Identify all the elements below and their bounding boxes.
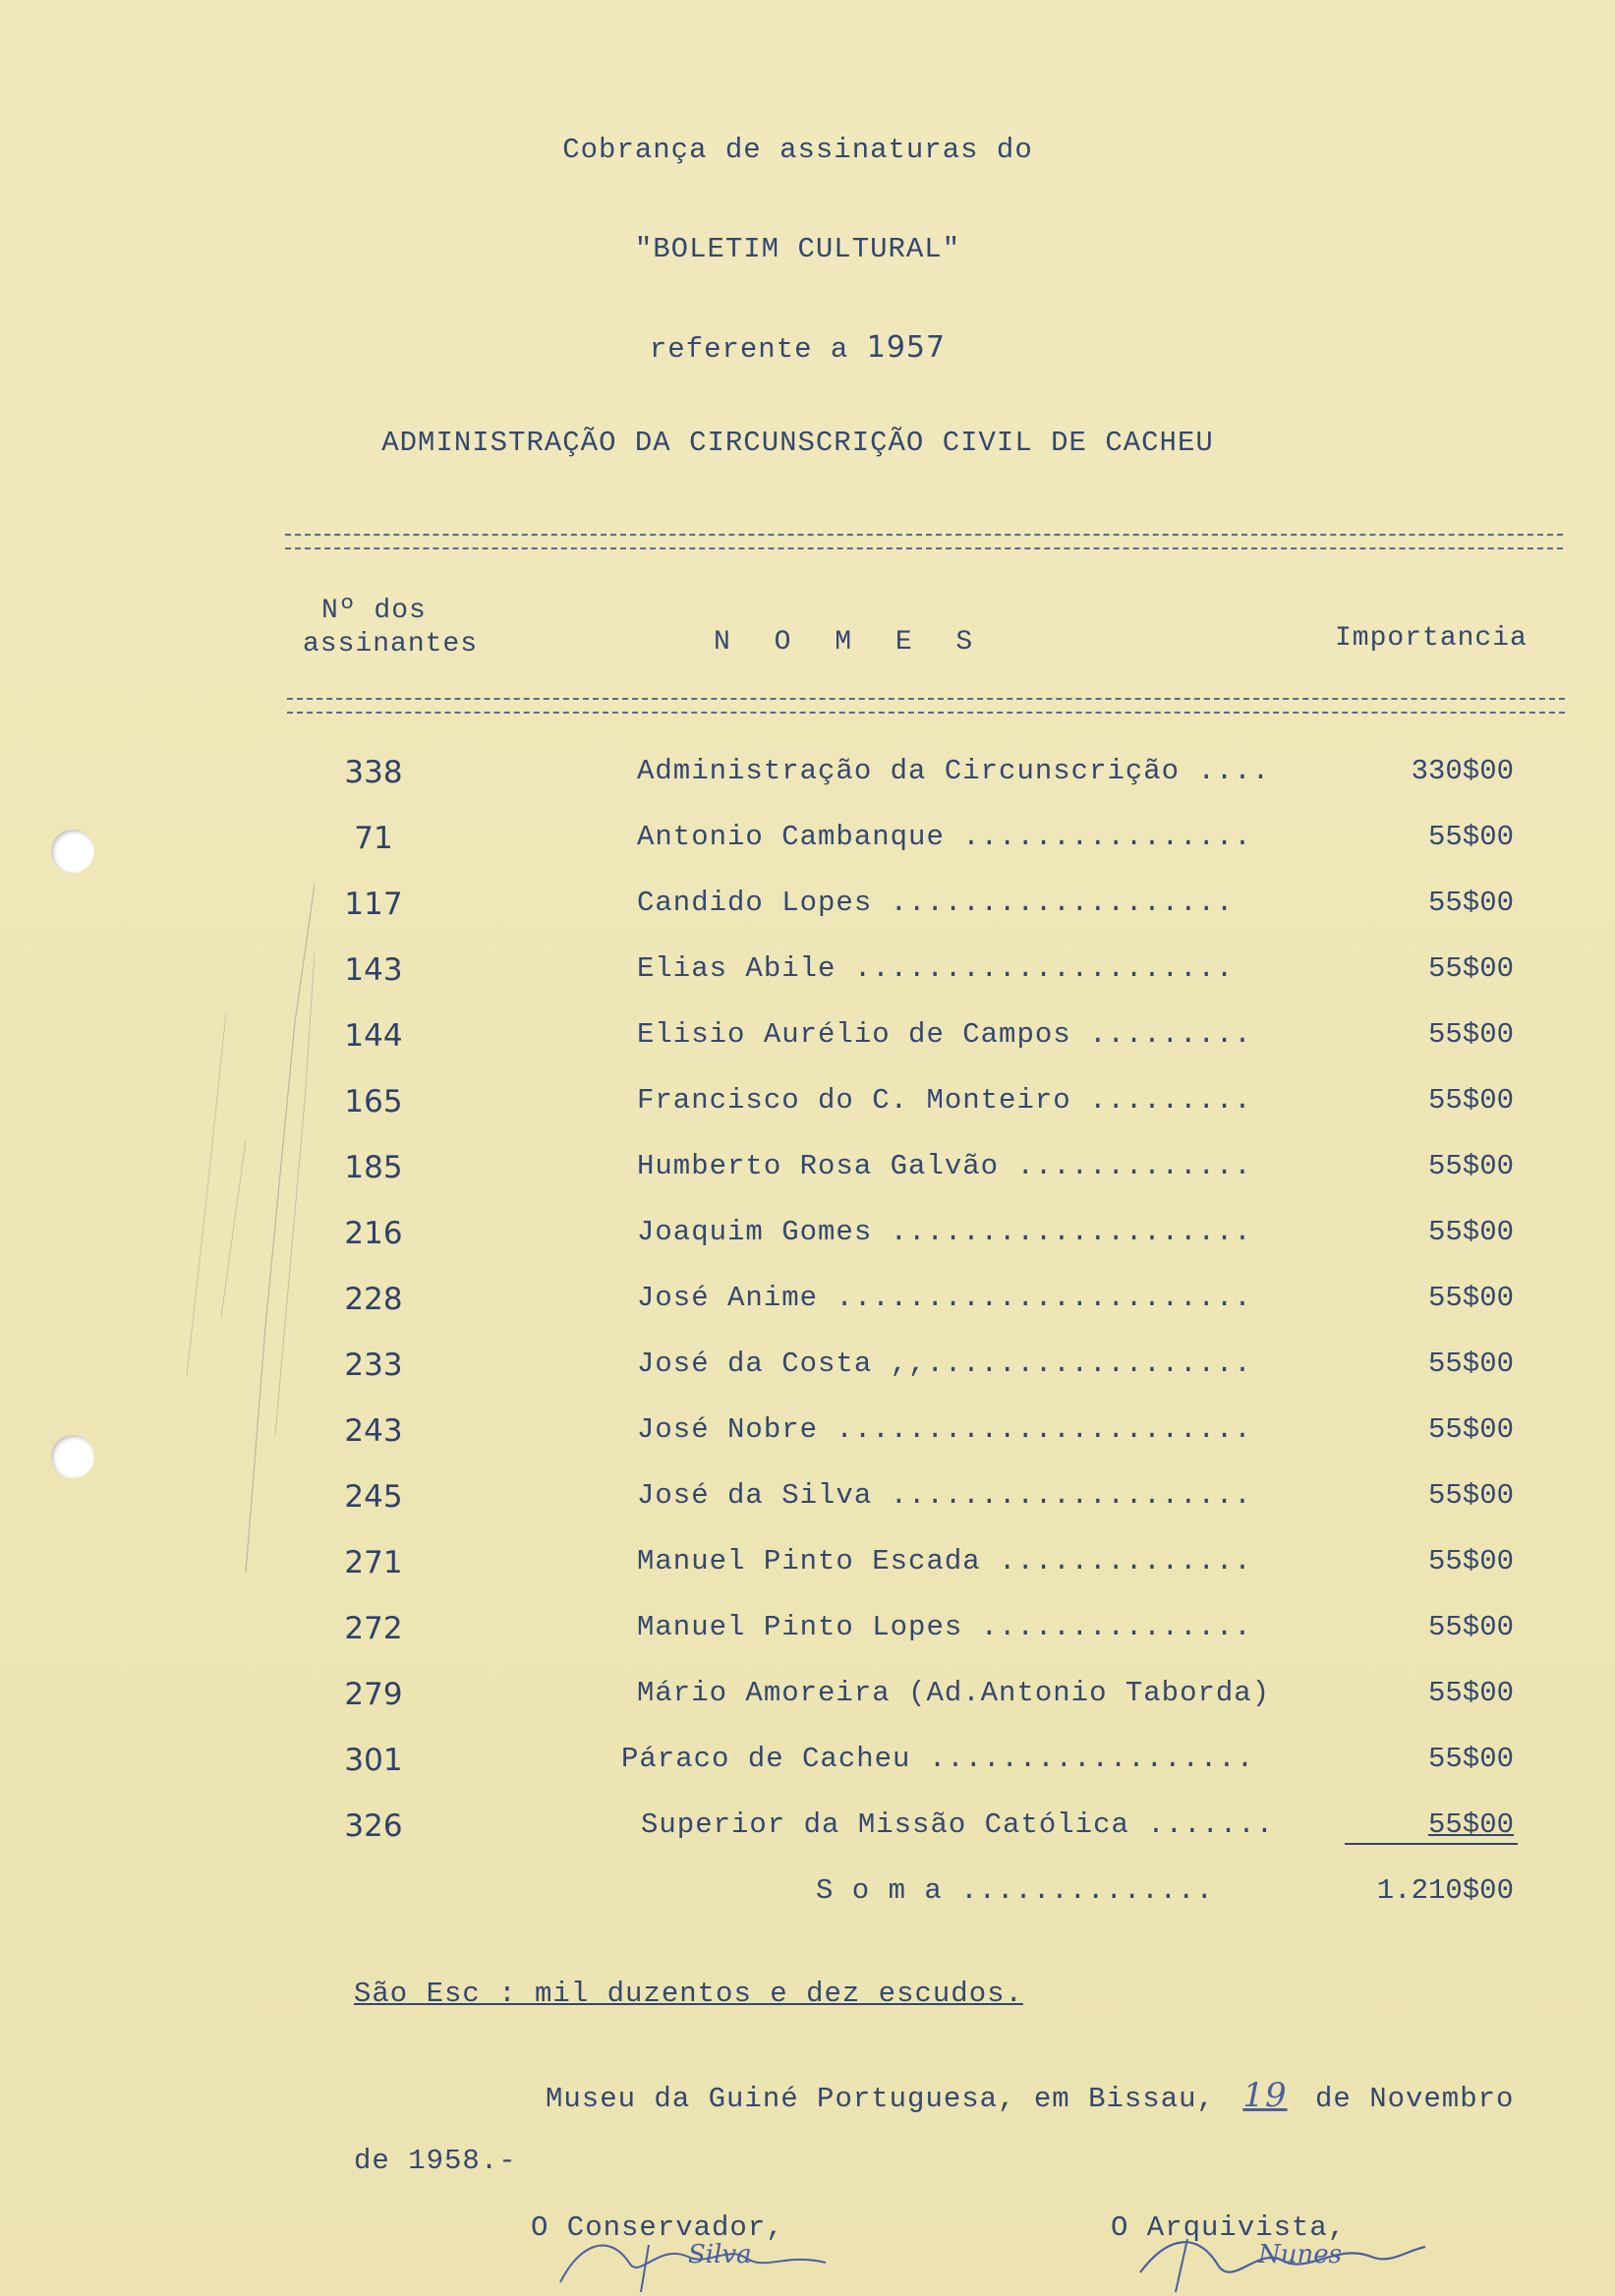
subscriber-number: 338 xyxy=(344,755,403,790)
header-title-line: Cobrança de assinaturas do xyxy=(562,134,1033,166)
table-row xyxy=(0,1018,1615,1062)
subscriber-name: Antonio Cambanque ................ xyxy=(637,821,1252,853)
subscriber-amount: 55$00 xyxy=(1427,1018,1514,1051)
total-amount: 1.210$00 xyxy=(1376,1874,1514,1907)
subscriber-name: Francisco do C. Monteiro ......... xyxy=(637,1084,1252,1117)
subscriber-name: José da Silva .................... xyxy=(637,1479,1252,1512)
closing-place-suffix: de Novembro xyxy=(1314,2083,1515,2115)
subscriber-amount: 55$00 xyxy=(1427,952,1514,985)
closing-day: 19 xyxy=(1242,2076,1288,2115)
signature-left-mark xyxy=(541,2223,855,2296)
subscriber-amount: 55$00 xyxy=(1427,1282,1514,1314)
header-rule-bottom xyxy=(287,698,1565,714)
table-row xyxy=(0,887,1615,930)
subscriber-number: 243 xyxy=(344,1413,403,1449)
subscriber-name: Candido Lopes ................... xyxy=(637,887,1235,919)
subscriber-amount: 55$00 xyxy=(1427,1348,1514,1380)
subscriber-number: 272 xyxy=(344,1611,403,1646)
subscriber-number: 71 xyxy=(354,821,393,856)
subscriber-number: 233 xyxy=(344,1348,403,1383)
subscriber-amount: 55$00 xyxy=(1427,1545,1514,1578)
signature-right-text: Nunes xyxy=(1258,2240,1342,2269)
subscriber-name: José Nobre ....................... xyxy=(637,1413,1252,1446)
subscriber-number: 117 xyxy=(344,887,403,922)
column-number-line1: Nº dos xyxy=(321,596,427,626)
subscriber-name: Elias Abile ..................... xyxy=(637,952,1235,985)
header-reference-year: 1957 xyxy=(866,330,947,365)
table-row xyxy=(0,1150,1615,1193)
column-names: N O M E S xyxy=(714,627,987,658)
subscriber-amount: 55$00 xyxy=(1427,1150,1514,1182)
table-row xyxy=(0,1348,1615,1391)
header-administration: ADMINISTRAÇÃO DA CIRCUNSCRIÇÃO CIVIL DE CACHEU xyxy=(381,427,1214,459)
table-row xyxy=(0,821,1615,864)
table-row xyxy=(0,1479,1615,1522)
subscriber-name: Administração da Circunscrição .... xyxy=(637,755,1271,787)
table-row xyxy=(0,1084,1615,1127)
table-row xyxy=(0,1282,1615,1325)
subscriber-number: 271 xyxy=(344,1545,403,1580)
table-row xyxy=(0,755,1615,798)
subscriber-name: Humberto Rosa Galvão ............. xyxy=(637,1150,1252,1182)
subscriber-number: 165 xyxy=(344,1084,403,1119)
subscriber-name: Elisio Aurélio de Campos ......... xyxy=(637,1018,1252,1051)
header-reference-prefix: referente a xyxy=(649,333,867,366)
subscriber-number: 185 xyxy=(344,1150,403,1185)
signature-left-label: O Conservador, xyxy=(531,2211,784,2244)
table-row xyxy=(0,1743,1615,1786)
subscriber-number: 143 xyxy=(344,952,403,988)
signature-left-text: Silva xyxy=(688,2240,752,2269)
signature-right-label: O Arquivista, xyxy=(1111,2211,1347,2244)
subscriber-amount: 55$00 xyxy=(1427,887,1514,919)
subscriber-amount: 55$00 xyxy=(1427,1216,1514,1248)
column-number-line2: assinantes xyxy=(303,629,479,660)
subscriber-amount: 55$00 xyxy=(1427,1084,1514,1117)
subscriber-name: Manuel Pinto Escada .............. xyxy=(637,1545,1252,1578)
total-label: S o m a .............. xyxy=(816,1874,1214,1907)
closing-place-prefix: Museu da Guiné Portuguesa, em Bissau, xyxy=(546,2083,1215,2115)
subscriber-name: José da Costa ,,.................. xyxy=(637,1348,1252,1380)
subscriber-number: 301 xyxy=(344,1743,403,1778)
table-row xyxy=(0,1216,1615,1259)
subscriber-number: 245 xyxy=(344,1479,403,1515)
subscriber-name: Manuel Pinto Lopes ............... xyxy=(637,1611,1252,1643)
subscriber-amount: 55$00 xyxy=(1427,1479,1514,1512)
subscriber-name: Joaquim Gomes .................... xyxy=(637,1216,1252,1248)
subscriber-number: 279 xyxy=(344,1677,403,1712)
subtotal-line xyxy=(1345,1843,1518,1845)
header-publication: "BOLETIM CULTURAL" xyxy=(634,233,961,265)
subscriber-amount: 55$00 xyxy=(1427,821,1514,853)
table-row xyxy=(0,1611,1615,1654)
header-rule-top xyxy=(285,534,1563,549)
closing-place-line xyxy=(546,2076,1514,2115)
subscriber-name: Páraco de Cacheu .................. xyxy=(621,1743,1255,1775)
table-row xyxy=(0,1545,1615,1588)
subscriber-amount: 55$00 xyxy=(1427,1808,1514,1841)
total-row xyxy=(0,1874,1615,1918)
closing-year-line: de 1958.- xyxy=(354,2145,517,2177)
subscriber-name: Superior da Missão Católica ....... xyxy=(641,1808,1275,1841)
subscriber-name: Mário Amoreira (Ad.Antonio Taborda) xyxy=(637,1677,1271,1709)
subscriber-number: 216 xyxy=(344,1216,403,1251)
subscriber-amount: 55$00 xyxy=(1427,1413,1514,1446)
subscriber-amount: 55$00 xyxy=(1427,1677,1514,1709)
signature-right-mark xyxy=(1111,2223,1435,2296)
header-reference-line xyxy=(0,330,1605,366)
subscriber-amount: 330$00 xyxy=(1411,755,1514,787)
table-row xyxy=(0,1413,1615,1457)
amount-in-words: São Esc : mil duzentos e dez escudos. xyxy=(354,1978,1023,2010)
table-row xyxy=(0,1677,1615,1720)
column-amount: Importancia xyxy=(1335,623,1528,654)
table-row xyxy=(0,952,1615,996)
subscriber-amount: 55$00 xyxy=(1427,1611,1514,1643)
subscriber-number: 228 xyxy=(344,1282,403,1317)
subscriber-amount: 55$00 xyxy=(1427,1743,1514,1775)
subscriber-name: José Anime ....................... xyxy=(637,1282,1252,1314)
table-row xyxy=(0,1808,1615,1852)
subscriber-number: 326 xyxy=(344,1808,403,1844)
subscriber-number: 144 xyxy=(344,1018,403,1054)
